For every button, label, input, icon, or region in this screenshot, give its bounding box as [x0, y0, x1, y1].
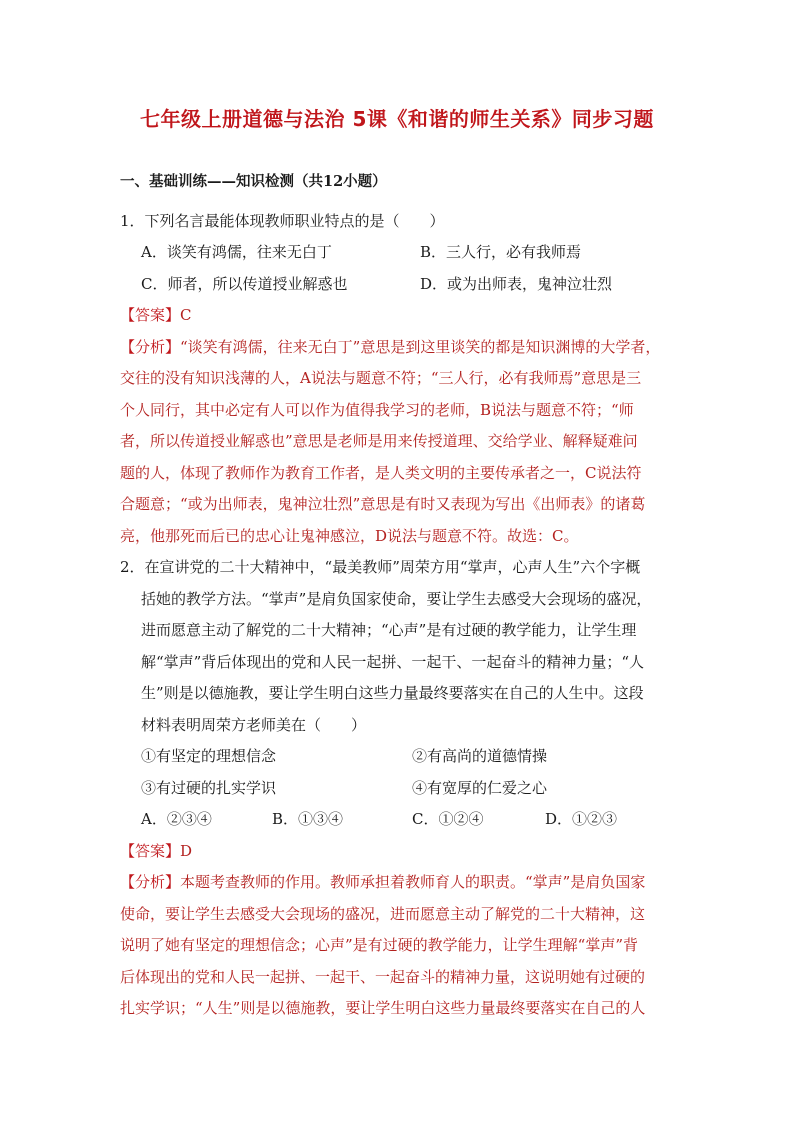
q1-analysis-line-5: 题的人，体现了教师作为教育工作者，是人类文明的主要传承者之一，C说法符	[120, 464, 642, 482]
q1-answer-tag: 【答案】	[120, 306, 181, 324]
q2-option-d: D．①②③	[545, 810, 618, 828]
q2-option-c: C．①②④	[412, 810, 484, 828]
q2-stem-line-5: 生”则是以德施教，要让学生明白这些力量最终要落实在自己的人生中。这段	[141, 684, 644, 702]
q1-stem: 1．下列名言最能体现教师职业特点的是（ ）	[120, 212, 445, 230]
q2-option-a: A．②③④	[141, 810, 212, 828]
q1-option-c: C．师者，所以传道授业解惑也	[141, 275, 348, 293]
q2-analysis-line-3: 说明了她有坚定的理想信念；心声”是有过硬的教学能力，让学生理解“掌声”背	[120, 936, 639, 954]
q2-analysis-line-4: 后体现出的党和人民一起拼、一起干、一起奋斗的精神力量，这说明她有过硬的	[120, 968, 646, 986]
q2-analysis-line-2: 使命，要让学生去感受大会现场的盛况，进而愿意主动了解党的二十大精神，这	[120, 905, 646, 923]
q1-option-b: B．三人行，必有我师焉	[420, 243, 582, 261]
q1-option-a: A．谈笑有鸿儒，往来无白丁	[141, 243, 332, 261]
q1-analysis-line-4: 者，所以传道授业解惑也”意思是老师是用来传授道理、交给学业、解释疑难问	[120, 432, 638, 450]
q2-analysis-tag: 【分析】	[120, 873, 181, 891]
q2-analysis-line-1: 【分析】本题考查教师的作用。教师承担着教师育人的职责。“掌声”是肩负国家	[120, 873, 646, 891]
section-heading: 一、基础训练——知识检测（共12小题）	[120, 173, 387, 190]
q2-stem-line-1: 2．在宣讲党的二十大精神中，“最美教师”周荣方用“掌声，心声人生”六个字概	[120, 558, 641, 576]
q1-answer	[120, 304, 192, 326]
q2-answer-tag: 【答案】	[120, 842, 181, 860]
q1-analysis-line-3: 个人同行，其中必定有人可以作为值得我学习的老师，B说法与题意不符；“师	[120, 401, 634, 419]
q2-analysis-line-5: 扎实学识；“人生”则是以德施教，要让学生明白这些力量最终要落实在自己的人	[120, 999, 646, 1017]
q2-stem-line-3: 进而愿意主动了解党的二十大精神；“心声”是有过硬的教学能力，让学生理	[141, 621, 637, 639]
q2-item-1: ①有坚定的理想信念	[141, 747, 277, 765]
q1-analysis-tag: 【分析】	[120, 338, 181, 356]
q1-analysis-line-7: 亮，他那死而后已的忠心让鬼神感泣，D说法与题意不符。故选：C。	[120, 527, 579, 545]
q2-answer	[120, 840, 192, 862]
q1-option-d: D．或为出师表，鬼神泣壮烈	[420, 275, 613, 293]
page-title: 七年级上册道德与法治 5课《和谐的师生关系》同步习题	[140, 107, 654, 131]
q2-item-2: ②有高尚的道德情操	[412, 747, 548, 765]
q2-stem-line-4: 解“掌声”背后体现出的党和人民一起拼、一起干、一起奋斗的精神力量；“人	[141, 653, 645, 671]
q1-analysis-line-2: 交往的没有知识浅薄的人，A说法与题意不符；“三人行，必有我师焉”意思是三	[120, 369, 642, 387]
q1-analysis-line-1: 【分析】“谈笑有鸿儒，往来无白丁”意思是到这里谈笑的都是知识渊博的大学者，	[120, 338, 661, 356]
q2-stem-line-2: 括她的教学方法。“掌声”是肩负国家使命，要让学生去感受大会现场的盛况，	[141, 590, 652, 608]
q2-option-b: B．①③④	[272, 810, 344, 828]
q2-item-3: ③有过硬的扎实学识	[141, 779, 277, 797]
q1-answer-value: C	[180, 306, 192, 324]
q2-answer-value: D	[180, 842, 193, 860]
q2-stem-line-6: 材料表明周荣方老师美在（ ）	[141, 716, 367, 734]
q2-item-4: ④有宽厚的仁爱之心	[412, 779, 548, 797]
q1-analysis-line-6: 合题意；“或为出师表，鬼神泣壮烈”意思是有时又表现为写出《出师表》的诸葛	[120, 495, 646, 513]
